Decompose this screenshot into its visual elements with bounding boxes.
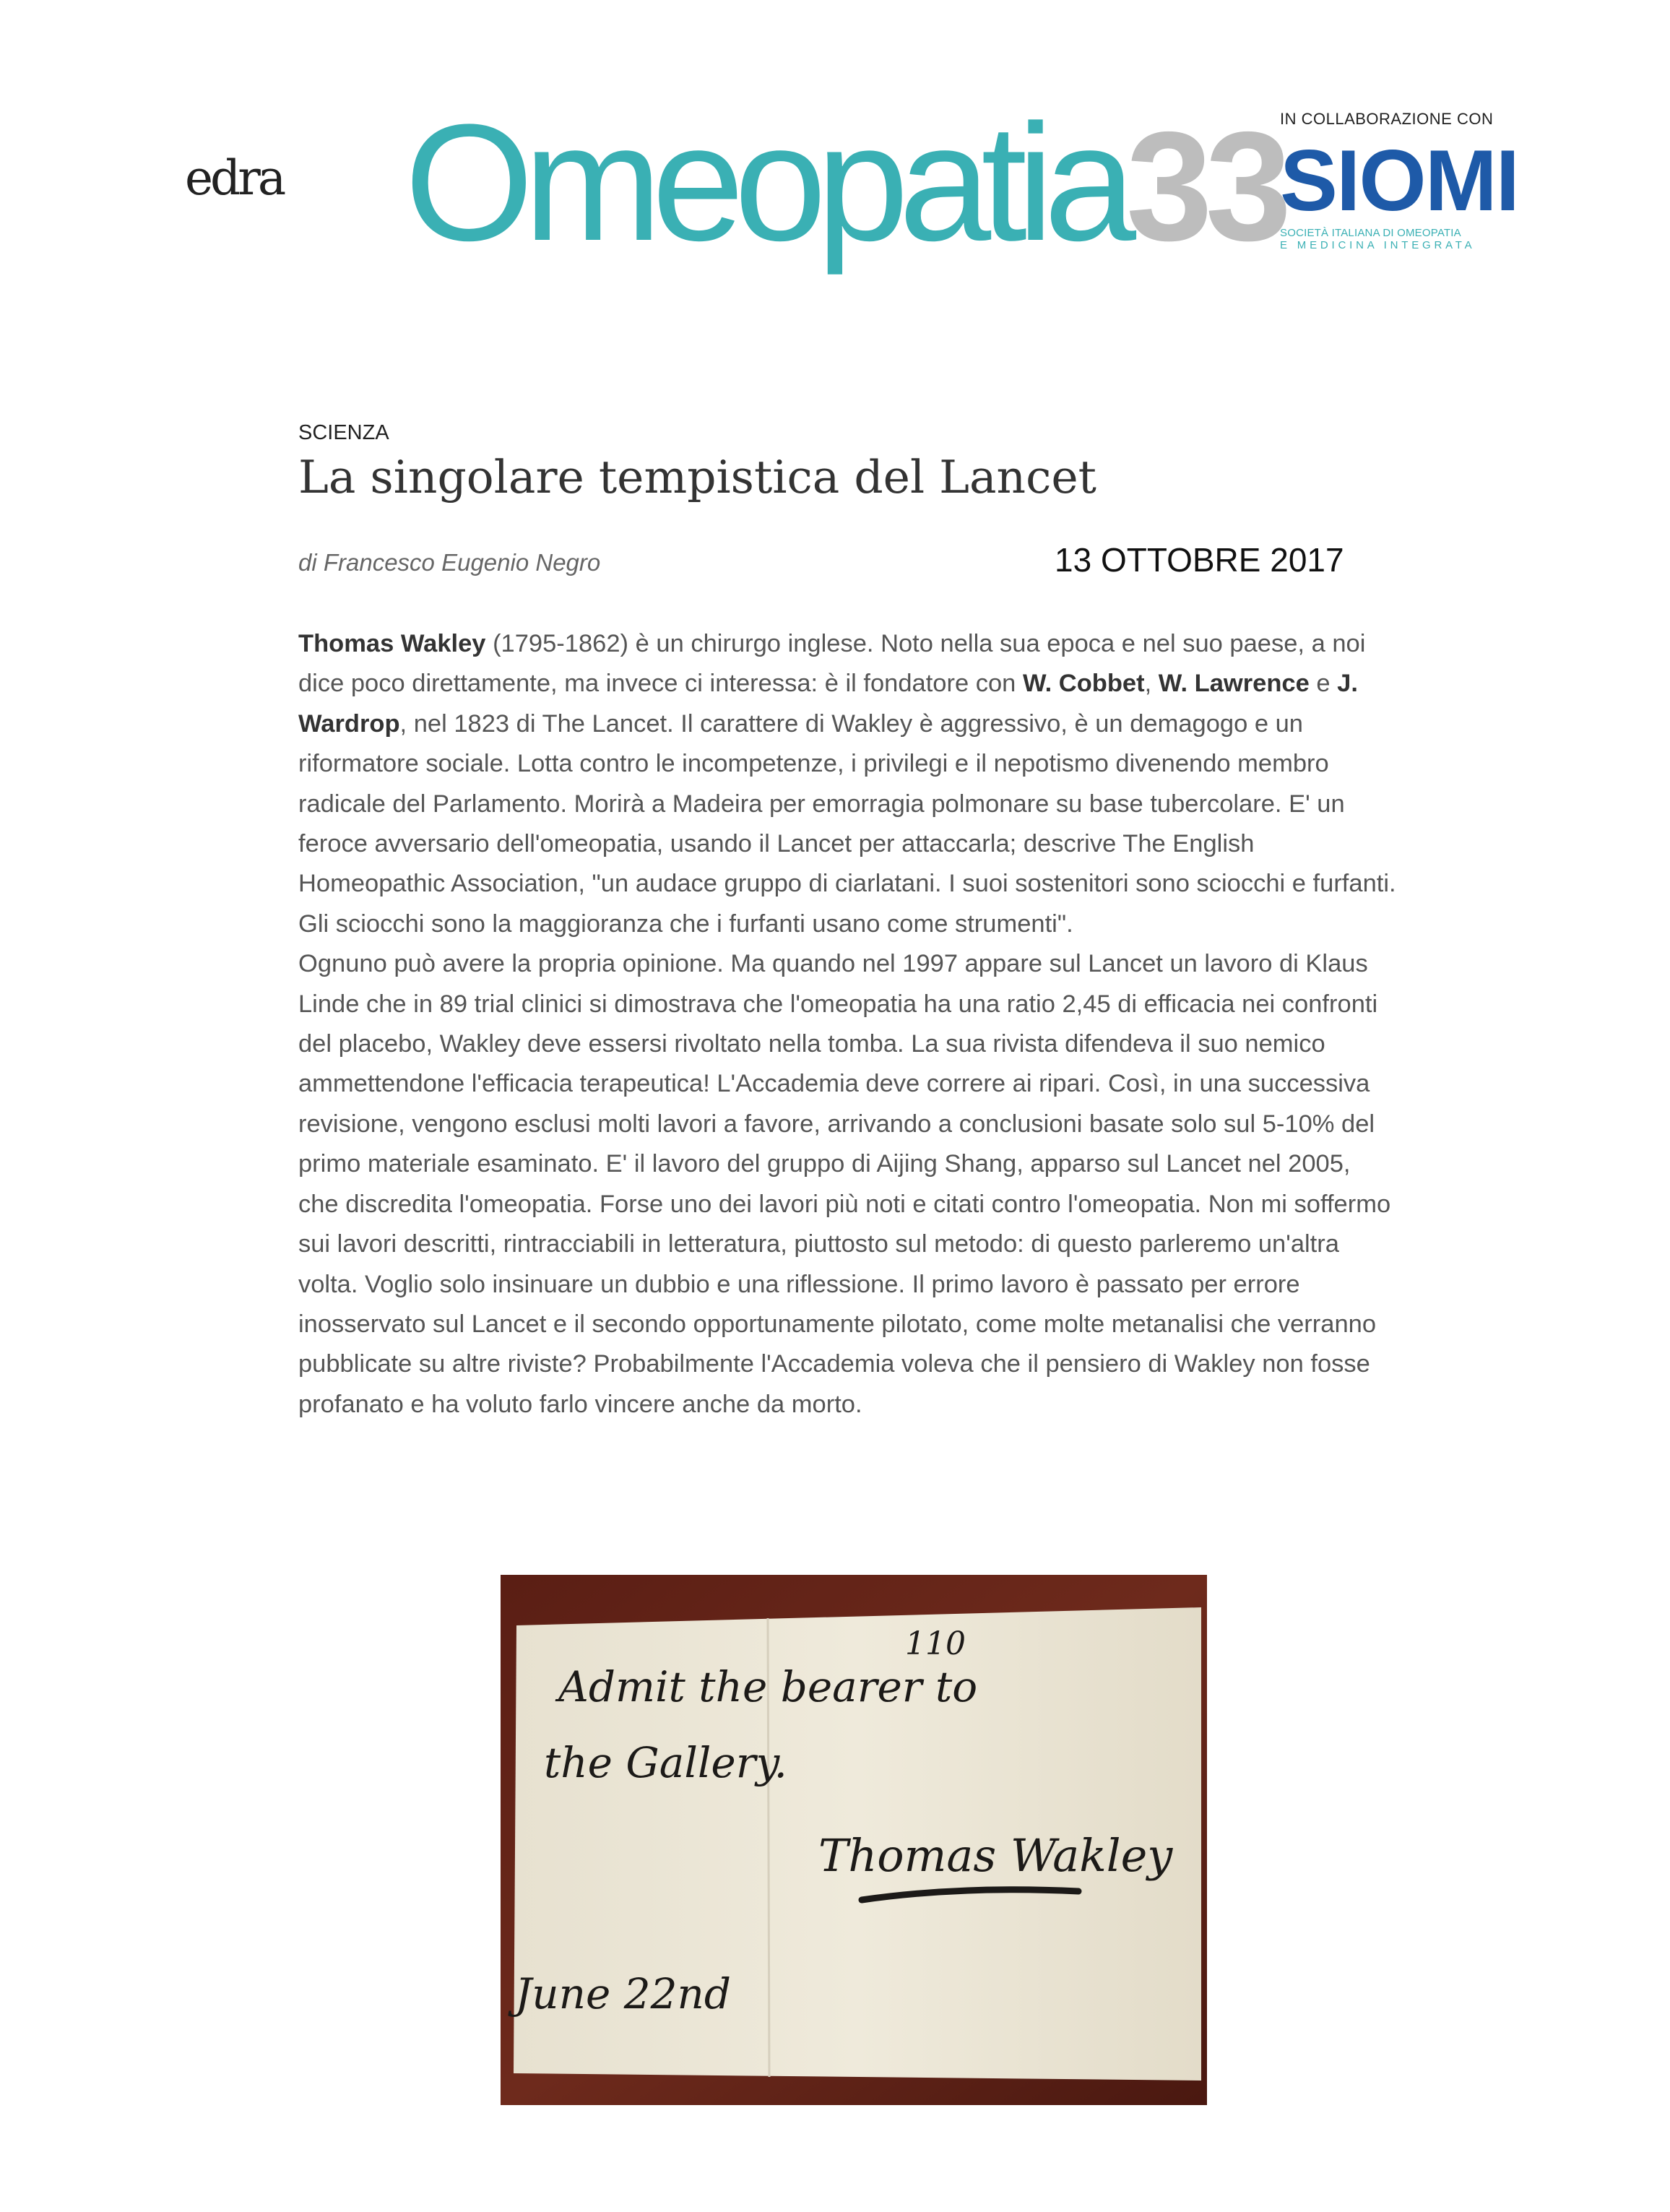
edra-logo-text: edra [185,150,284,206]
collaboration-label: IN COLLABORAZIONE CON [1280,110,1494,128]
author-byline: di Francesco Eugenio Negro [298,549,601,576]
siomi-logo-text: SIOMI [1280,132,1519,229]
publication-date: 13 OTTOBRE 2017 [1055,541,1344,579]
handwriting-line-1: Admit the bearer to [558,1662,978,1711]
paragraph-text: e [1309,670,1338,698]
article-body [298,624,1396,1425]
paragraph-2: Ognuno può avere la propria opinione. Ma quando nel 1997 appare sul Lancet un lavoro di Klaus Linde che in 89 trial clinici si dimostrava che l'omeopatia ha una ratio 2,45 di efficacia nei confronti del placebo, Wakley deve essersi rivoltato nella tomba. La sua rivista difendeva il suo nemico ammettendone l'efficacia terapeutica! L'Accademia deve correre ai ripari. Così, in una successiva revisione, vengono esclusi molti lavori a favore, arrivando a conclusioni basate solo sul 5-10% del primo materiale esaminato. E' il lavoro del gruppo di Aijing Shang, apparso sul Lancet nel 2005, che discredita l'omeopatia. Forse uno dei lavori più noti e citati contro l'omeopatia. Non mi soffermo sui lavori descritti, rintracciabili in letteratura, piuttosto sul metodo: di questo parleremo un'altra volta. Voglio solo insinuare un dubbio e una riflessione. Il primo lavoro è passato per errore inosservato sul Lancet e il secondo opportunamente pilotato, come molte metanalisi che verranno pubblicate su altre riviste? Probabilmente l'Accademia voleva che il pensiero di Wakley non fosse profanato e ha voluto farlo vincere anche da morto. [298,950,1391,1418]
handwriting-line-2: the Gallery. [544,1738,787,1787]
paragraph-text: (1795-1862) è un chirurgo inglese. Noto nella sua epoca e nel suo paese, a noi dice poco direttamente, ma invece ci interessa: è il fondatore con [298,630,1366,698]
siomi-subtitle-1: SOCIETÀ ITALIANA DI OMEOPATIA [1280,227,1461,239]
article-title: La singolare tempistica del Lancet [298,451,1096,504]
handwriting-date: June 22nd [515,1969,732,2018]
omeopatia33-logo [404,90,1285,275]
paragraph-text: , nel 1823 di The Lancet. Il carattere di Wakley è aggressivo, è un demagogo e un riformatore sociale. Lotta contro le incompetenze, i privilegi e il nepotismo divenendo membro radicale del Parlamento. Morirà a Madeira per emorragia polmonare su base tubercolare. E' un feroce avversario dell'omeopatia, usando il Lancet per attaccarla; descrive The English Homeopathic Association, "un audace gruppo di ciarlatani. I suoi sostenitori sono sciocchi e furfanti. Gli sciocchi sono la maggioranza che i furfanti usano come strumenti". [298,709,1396,938]
handwriting-number: 110 [905,1625,966,1662]
siomi-subtitle-2: E MEDICINA INTEGRATA [1280,239,1476,251]
person-name: W. Lawrence [1158,670,1310,698]
siomi-logo [1280,132,1519,260]
handwritten-note-photo [501,1575,1207,2105]
paragraph-1 [298,624,1396,944]
person-name: Thomas Wakley [298,630,486,657]
handwriting-signature: Thomas Wakley [818,1829,1173,1882]
section-label: SCIENZA [298,421,389,444]
omeopatia-logo-word: Omeopatia [404,90,1127,275]
paragraph-text: , [1144,670,1159,698]
person-name: J. Wardrop [298,670,1358,738]
edra-logo [185,150,293,206]
person-name: W. Cobbet [1022,670,1145,698]
omeopatia-logo-number: 33 [1126,99,1285,273]
